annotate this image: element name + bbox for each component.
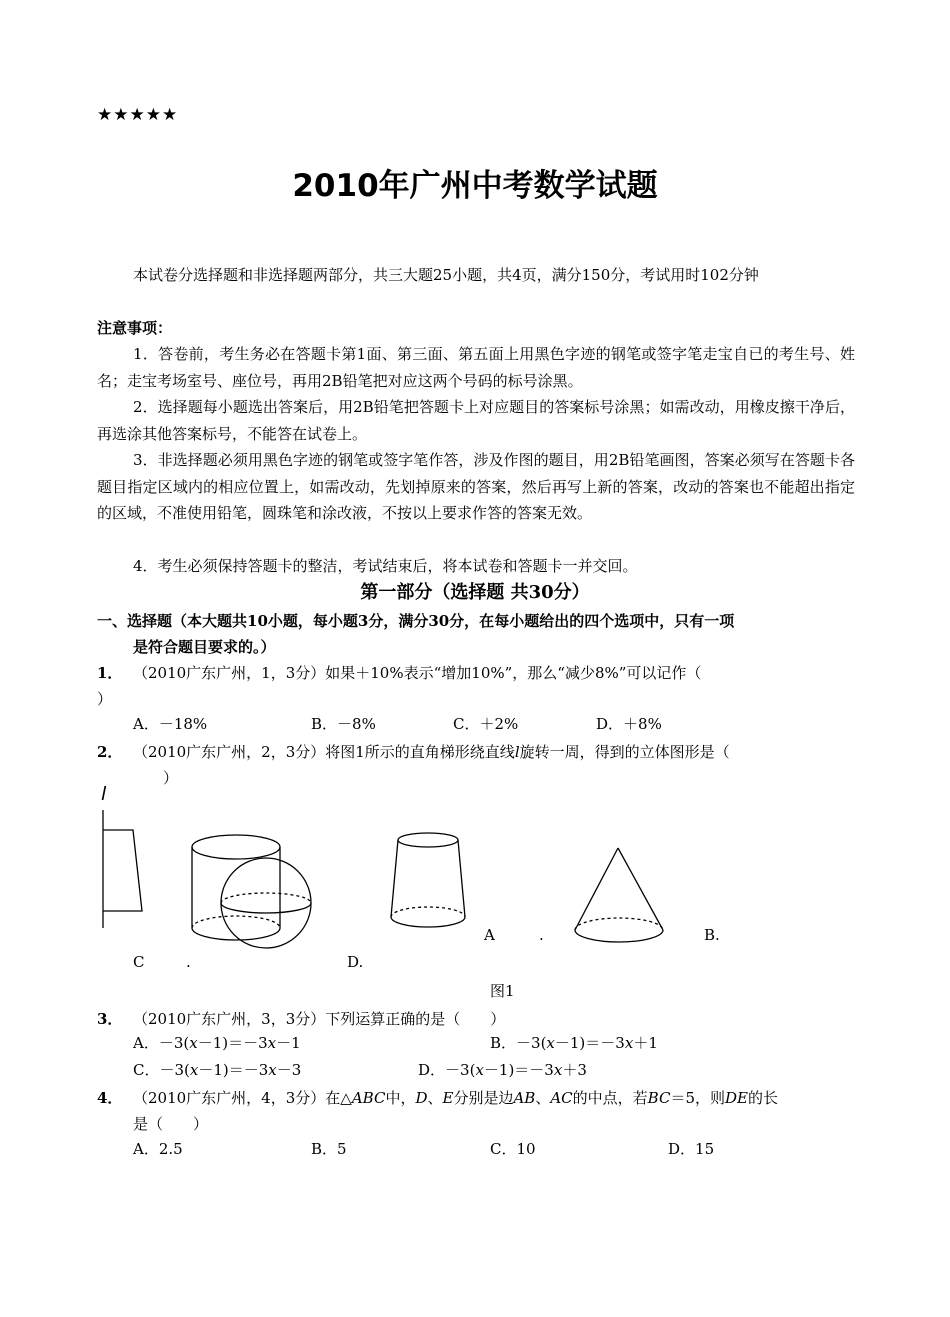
label-c: C bbox=[133, 953, 145, 971]
cone-shape bbox=[575, 848, 663, 942]
q2-text-end: ） bbox=[163, 769, 179, 787]
intro-paragraph: 本试卷分选择题和非选择题两部分，共三大题25小题，共4页，满分150分，考试用时102分钟 bbox=[133, 266, 759, 284]
q2-number: 2． bbox=[97, 743, 123, 761]
q1-number: 1． bbox=[97, 664, 123, 682]
label-b: B. bbox=[704, 926, 720, 944]
cylinder-with-sphere-shape bbox=[192, 835, 311, 948]
label-d: D. bbox=[347, 953, 364, 971]
q3-option-c: C．－3(x－1)＝－3x－3 bbox=[133, 1061, 302, 1079]
section-heading-line2: 是符合题目要求的。） bbox=[133, 638, 276, 656]
q2-text bbox=[133, 739, 730, 765]
part1-heading: 第一部分（选择题 共30分） bbox=[360, 582, 590, 603]
note-2: 2．选择题每小题选出答案后，用2B铅笔把答题卡上对应题目的答案标号涂黑；如需改动，用橡皮擦干净后，再选涂其他答案标号，不能答在试卷上。 bbox=[97, 398, 855, 443]
q3-option-b: B．－3(x－1)＝－3x＋1 bbox=[490, 1034, 658, 1052]
q1-option-a: A．－18% bbox=[133, 715, 208, 733]
note-1: 1．答卷前，考生务必在答题卡第1面、第三面、第五面上用黑色字迹的钢笔或签字笔走宝自已的考生号、姓名；走宝考场室号、座位号，再用2B铅笔把对应这两个号码的标号涂黑。 bbox=[97, 345, 855, 390]
q2-text-a: （2010广东广州，2，3分）将图1所示的直角梯形绕直线 bbox=[133, 743, 515, 761]
q4-option-c: C．10 bbox=[490, 1140, 536, 1158]
q3-number: 3． bbox=[97, 1010, 123, 1028]
page-title: 2010年广州中考数学试题 bbox=[292, 168, 658, 204]
q4-option-d: D．15 bbox=[668, 1140, 715, 1158]
q4-text: （2010广东广州，4，3分）在△ABC中，D、E分别是边AB、AC的中点，若BC＝5，则DE的长 bbox=[133, 1089, 778, 1107]
label-a-dot: . bbox=[539, 926, 544, 944]
q3-text: （2010广东广州，3，3分）下列运算正确的是（ ） bbox=[133, 1010, 506, 1028]
q1-option-b: B．－8% bbox=[311, 715, 376, 733]
q4-number: 4． bbox=[97, 1089, 123, 1107]
figure-caption: 图1 bbox=[490, 982, 515, 1000]
q4-option-b: B．5 bbox=[311, 1140, 347, 1158]
axis-label-l: l bbox=[101, 783, 107, 805]
q3-option-d: D．－3(x－1)＝－3x＋3 bbox=[418, 1061, 587, 1079]
note-3: 3．非选择题必须用黑色字迹的钢笔或签字笔作答，涉及作图的题目，用2B铅笔画图，答案必须写在答题卡各题目指定区域内的相应位置上，如需改动，先划掉原来的答案，然后再写上新的答案，改动的答案也不能超出指定的区域，不准使用铅笔，圆珠笔和涂改液，不按以上要求作答的答案无效。 bbox=[97, 451, 855, 522]
q2-text-b: 旋转一周，得到的立体图形是（ bbox=[519, 743, 730, 761]
note-4: 4．考生必须保持答题卡的整洁，考试结束后，将本试卷和答题卡一并交回。 bbox=[133, 557, 638, 575]
label-c-dot: . bbox=[186, 953, 191, 971]
q4-text-line2: 是（ ） bbox=[133, 1115, 209, 1133]
right-trapezoid bbox=[103, 830, 142, 911]
label-a: A bbox=[484, 926, 495, 944]
frustum-shape bbox=[391, 833, 465, 927]
q2-var-l: l bbox=[514, 743, 520, 761]
q4-option-a: A．2.5 bbox=[133, 1140, 183, 1158]
notice-title: 注意事项： bbox=[97, 319, 173, 337]
q1-option-d: D．＋8% bbox=[596, 715, 662, 733]
q1-text-end: ） bbox=[97, 690, 113, 708]
q1-text: （2010广东广州，1，3分）如果＋10%表示“增加10%”，那么“减少8%”可以记作（ bbox=[133, 664, 702, 682]
section-heading-line1: 一、选择题（本大题共10小题，每小题3分，满分30分，在每小题给出的四个选项中，只有一项 bbox=[97, 612, 735, 630]
q1-option-c: C．＋2% bbox=[453, 715, 519, 733]
stars-rating: ★★★★★ bbox=[97, 105, 179, 125]
q3-option-a: A．－3(x－1)＝－3x－1 bbox=[133, 1034, 301, 1052]
